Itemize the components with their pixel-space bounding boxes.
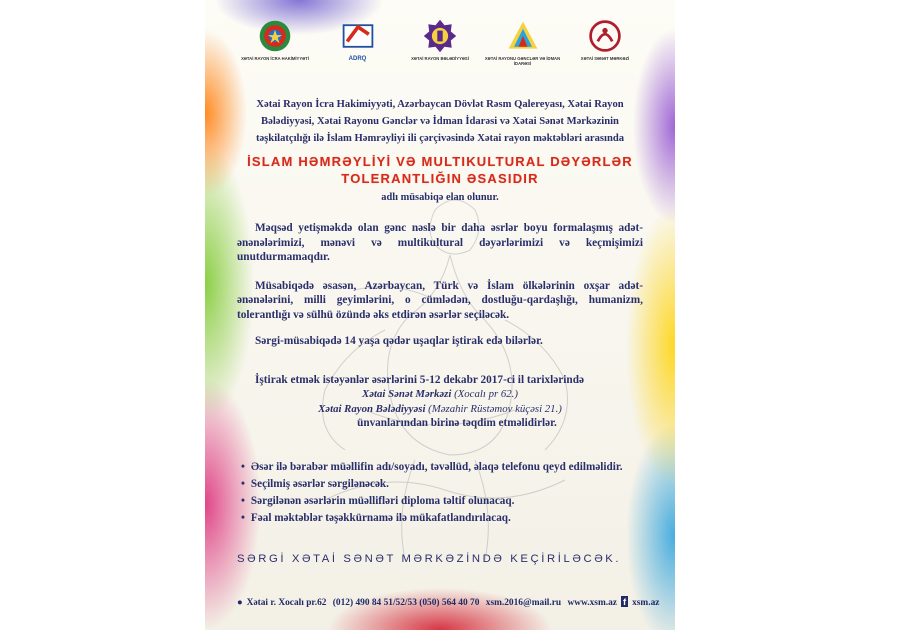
address-1 xyxy=(237,387,643,402)
logo-caption: ADRQ xyxy=(348,56,367,62)
paragraph-purpose: Məqsəd yetişməkdə olan gənc nəslə bir daha əsrlər boyu formalaşmış adət-ənənələrimizi, mənəvi və multikultural dəyərlərimizi və keçmişimizi unutdurmamaqdır. xyxy=(237,222,643,263)
poster xyxy=(205,0,675,630)
logo-municipality xyxy=(400,18,480,66)
location-pin-icon: ● xyxy=(237,598,243,608)
footer-address: Xətai r. Xocalı pr.62 xyxy=(246,598,327,608)
intro-text: Xətai Rayon İcra Hakimiyyəti, Azərbaycan Dövlət Rəsm Qalereyası, Xətai Rayon Bələdiyyəsi, Xətai Rayonu Gənclər və İdman İdarəsi və Xətai Sənət Mərkəzinin təşkilatçılığı ilə İslam Həmrəyliyi ili çərçivəsində Xətai rayon məktəbləri arasında xyxy=(255,99,625,144)
address-1-detail: (Xocalı pr 62.) xyxy=(454,388,518,400)
competition-subtitle: adlı müsabiqə elan olunur. xyxy=(381,192,499,203)
adrq-logo-icon xyxy=(340,18,376,54)
footer-website[interactable]: www.xsm.az xyxy=(567,598,617,608)
municipality-emblem-icon xyxy=(422,18,458,54)
list-item: • Seçilmiş əsərlər sərgilənəcək. xyxy=(241,476,643,493)
azerbaijan-emblem-icon xyxy=(257,18,293,54)
footer-contacts xyxy=(237,596,660,608)
logo-youth-sports xyxy=(483,18,563,66)
footer-phones: (012) 490 84 51/52/53 (050) 564 40 70 xyxy=(332,598,480,608)
rules-list xyxy=(241,459,643,527)
footer-email[interactable]: xsm.2016@mail.ru xyxy=(485,598,562,608)
paragraph-dates: İştirak etmək istəyənlər əsərlərini 5-12 dekabr 2017-ci il tarixlərində xyxy=(255,373,585,386)
logo-adrq xyxy=(318,18,398,66)
list-item: • Sərgilənən əsərlərin müəllifləri diploma təltif olunacaq. xyxy=(241,493,643,510)
list-item: • Əsər ilə bərabər müəllifin adı/soyadı, təvəllüd, əlaqə telefonu qeyd edilməlidir. xyxy=(241,459,643,476)
final-note: SƏRGİ XƏTAİ SƏNƏT MƏRKƏZİNDƏ KEÇİRİLƏCƏK. xyxy=(237,552,622,565)
competition-title xyxy=(237,153,643,187)
paragraph-selection: Müsabiqədə əsasən, Azərbaycan, Türk və İslam ölkələrinin oxşar adət-ənənələrini, milli geyimlərini, o cümlədən, dostluğu-qardaşlığı, humanizm, tolerantlığı və sülhü özündə əks etdirən əsərlər seçiləcək. xyxy=(237,279,643,321)
logo-caption: XƏTAİ RAYONU GƏNCLƏR VƏ İDMAN İDARƏSİ xyxy=(484,56,561,67)
announcement-content xyxy=(237,96,643,565)
footer-social[interactable]: xsm.az xyxy=(632,598,660,608)
logo-caption: XƏTAİ RAYON İCRA HAKİMİYYƏTİ xyxy=(241,56,309,61)
logo-caption: XƏTAİ RAYON BƏLƏDİYYƏSİ xyxy=(411,56,469,61)
list-item: • Fəal məktəblər təşəkkürnamə ilə mükafatlandırılacaq. xyxy=(241,510,643,527)
youth-sports-logo-icon xyxy=(505,18,541,54)
paragraph-age: Sərgi-müsabiqədə 14 yaşa qədər uşaqlar iştirak edə bilərlər. xyxy=(255,335,543,347)
address-1-name: Xətai Sənət Mərkəzi xyxy=(362,388,452,400)
address-2 xyxy=(237,402,643,417)
title-line-1: İSLAM HƏMRƏYLİYİ VƏ MULTIKULTURAL DƏYƏRLƏR xyxy=(247,154,633,169)
title-line-2: TOLERANTLIĞIN ƏSASIDIR xyxy=(341,171,539,186)
logo-art-center xyxy=(565,18,645,66)
logo-executive-power xyxy=(235,18,315,66)
art-center-logo-icon xyxy=(587,18,623,54)
address-2-name: Xətai Rayon Bələdiyyəsi xyxy=(318,402,426,415)
facebook-icon: f xyxy=(622,596,627,607)
logos-row xyxy=(235,18,645,66)
submit-line: ünvanlarından birinə təqdim etməlidirlər. xyxy=(357,417,557,429)
address-2-detail: (Məzahir Rüstəmov küçəsi 21.) xyxy=(428,402,562,415)
logo-caption: XƏTAİ SƏNƏT MƏRKƏZİ xyxy=(580,56,630,61)
